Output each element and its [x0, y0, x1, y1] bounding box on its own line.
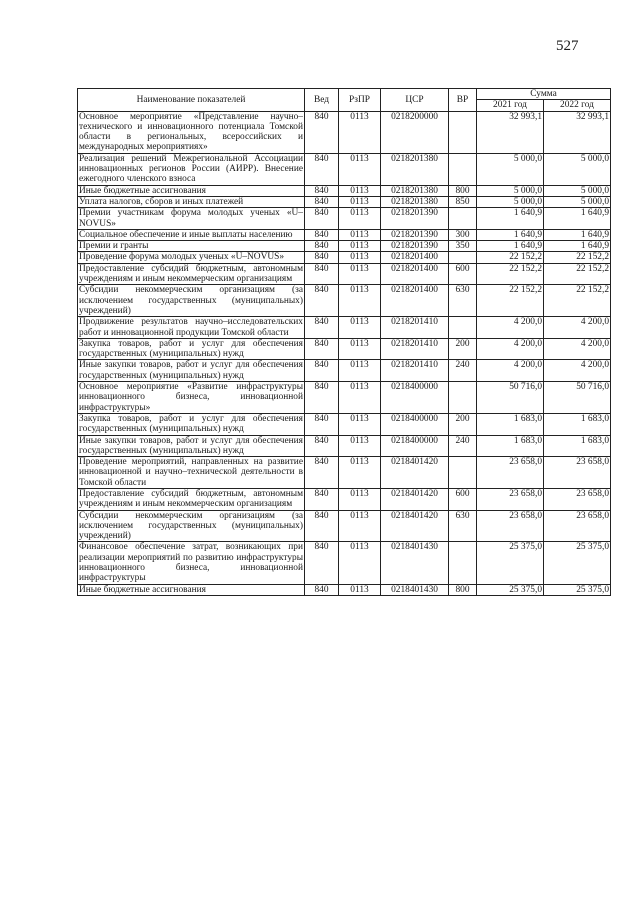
table-row [78, 457, 611, 489]
row-csr: 0218401420 [381, 510, 449, 542]
table-row [78, 263, 611, 285]
row-vr [449, 111, 477, 153]
header-vr: ВР [449, 89, 477, 112]
row-sum-2022: 1 640,9 [544, 208, 611, 230]
row-rzpr: 0113 [339, 584, 381, 595]
header-ved: Вед [305, 89, 339, 112]
row-rzpr: 0113 [339, 229, 381, 240]
table-row [78, 153, 611, 185]
table-row [78, 360, 611, 382]
row-sum-2021: 25 375,0 [477, 584, 544, 595]
row-vr: 800 [449, 584, 477, 595]
row-vr: 630 [449, 510, 477, 542]
row-ved: 840 [305, 208, 339, 230]
row-csr: 0218201390 [381, 229, 449, 240]
row-rzpr: 0113 [339, 153, 381, 185]
row-ved: 840 [305, 542, 339, 584]
row-sum-2022: 4 200,0 [544, 360, 611, 382]
table-row [78, 338, 611, 360]
row-rzpr: 0113 [339, 413, 381, 435]
header-rzpr: РзПР [339, 89, 381, 112]
row-ved: 840 [305, 457, 339, 489]
row-vr [449, 252, 477, 263]
row-csr: 0218201400 [381, 263, 449, 285]
row-ved: 840 [305, 153, 339, 185]
row-rzpr: 0113 [339, 241, 381, 252]
table-row [78, 413, 611, 435]
row-csr: 0218201410 [381, 317, 449, 339]
row-ved: 840 [305, 111, 339, 153]
row-name: Социальное обеспечение и иные выплаты населению [78, 229, 305, 240]
header-sum: Сумма [477, 89, 611, 100]
row-vr: 200 [449, 413, 477, 435]
row-csr: 0218201380 [381, 185, 449, 196]
row-sum-2022: 1 640,9 [544, 229, 611, 240]
row-sum-2021: 50 716,0 [477, 382, 544, 414]
row-vr: 630 [449, 285, 477, 317]
row-csr: 0218401420 [381, 457, 449, 489]
row-rzpr: 0113 [339, 263, 381, 285]
row-name: Субсидии некоммерческим организациям (за исключением государственных (муниципальных) учреждений) [79, 285, 303, 316]
row-sum-2021: 32 993,1 [477, 111, 544, 153]
row-vr: 600 [449, 263, 477, 285]
row-csr: 0218201390 [381, 208, 449, 230]
row-name: Иные бюджетные ассигнования [78, 185, 305, 196]
row-csr: 0218201390 [381, 241, 449, 252]
row-ved: 840 [305, 229, 339, 240]
row-csr: 0218201380 [381, 153, 449, 185]
row-name: Продвижение результатов научно–исследовательских работ и инновационной продукции Томской области [79, 317, 303, 338]
row-vr: 240 [449, 360, 477, 382]
row-sum-2021: 1 640,9 [477, 241, 544, 252]
row-sum-2021: 23 658,0 [477, 488, 544, 510]
row-ved: 840 [305, 241, 339, 252]
row-sum-2022: 1 683,0 [544, 413, 611, 435]
row-name: Предоставление субсидий бюджетным, автономным учреждениям и иным некоммерческим организациям [79, 488, 303, 510]
row-csr: 0218400000 [381, 413, 449, 435]
row-rzpr: 0113 [339, 252, 381, 263]
row-sum-2021: 4 200,0 [477, 317, 544, 339]
row-name: Предоставление субсидий бюджетным, автономным учреждениям и иным некоммерческим организациям [79, 263, 303, 285]
table-body [78, 111, 611, 595]
row-ved: 840 [305, 317, 339, 339]
row-sum-2021: 5 000,0 [477, 185, 544, 196]
table-row [78, 185, 611, 196]
table-row [78, 241, 611, 252]
table-row [78, 196, 611, 207]
row-name: Реализация решений Межрегиональной Ассоциации инновационных регионов России (АИРР). Внесение ежегодного членского взноса [79, 153, 303, 185]
row-name: Основное мероприятие «Представление научно–технического и инновационного потенциала Томской области в региональных, всероссийских и международных мероприятиях» [79, 111, 303, 153]
row-sum-2021: 4 200,0 [477, 360, 544, 382]
row-sum-2021: 23 658,0 [477, 510, 544, 542]
row-sum-2022: 23 658,0 [544, 488, 611, 510]
row-rzpr: 0113 [339, 317, 381, 339]
row-vr [449, 153, 477, 185]
table-row [78, 285, 611, 317]
row-sum-2021: 4 200,0 [477, 338, 544, 360]
table-row [78, 229, 611, 240]
row-rzpr: 0113 [339, 457, 381, 489]
row-sum-2021: 23 658,0 [477, 457, 544, 489]
row-sum-2022: 22 152,2 [544, 285, 611, 317]
row-sum-2022: 5 000,0 [544, 196, 611, 207]
row-ved: 840 [305, 510, 339, 542]
row-vr [449, 382, 477, 414]
header-csr: ЦСР [381, 89, 449, 112]
row-name: Проведение мероприятий, направленных на развитие инновационной и научно–технической деятельности в Томской области [79, 457, 303, 488]
table-row [78, 382, 611, 414]
row-vr: 350 [449, 241, 477, 252]
row-ved: 840 [305, 263, 339, 285]
row-sum-2021: 1 640,9 [477, 208, 544, 230]
budget-table [77, 88, 611, 596]
table-row [78, 208, 611, 230]
row-csr: 0218201400 [381, 285, 449, 317]
row-sum-2021: 22 152,2 [477, 252, 544, 263]
row-name: Иные закупки товаров, работ и услуг для обеспечения государственных (муниципальных) нужд [79, 435, 303, 456]
row-ved: 840 [305, 488, 339, 510]
row-sum-2021: 22 152,2 [477, 263, 544, 285]
row-name: Закупка товаров, работ и услуг для обеспечения государственных (муниципальных) нужд [79, 413, 303, 435]
row-vr: 850 [449, 196, 477, 207]
row-name: Премии участникам форума молодых ученых «U–NOVUS» [79, 208, 303, 229]
row-csr: 0218401430 [381, 584, 449, 595]
row-ved: 840 [305, 382, 339, 414]
row-vr: 200 [449, 338, 477, 360]
row-sum-2022: 23 658,0 [544, 510, 611, 542]
header-year-2022: 2022 год [544, 100, 611, 111]
header-name: Наименование показателей [78, 89, 305, 112]
row-csr: 0218401420 [381, 488, 449, 510]
row-csr: 0218201380 [381, 196, 449, 207]
table-row [78, 584, 611, 595]
row-sum-2022: 4 200,0 [544, 317, 611, 339]
row-ved: 840 [305, 413, 339, 435]
row-csr: 0218201400 [381, 252, 449, 263]
row-name: Финансовое обеспечение затрат, возникающих при реализации мероприятий по развитию инфраструктуры инновационного бизнеса, инновационной инфраструктуры [79, 542, 303, 584]
row-csr: 0218400000 [381, 382, 449, 414]
row-sum-2022: 32 993,1 [544, 111, 611, 153]
row-vr [449, 317, 477, 339]
row-sum-2022: 1 640,9 [544, 241, 611, 252]
row-sum-2022: 50 716,0 [544, 382, 611, 414]
row-vr: 600 [449, 488, 477, 510]
row-sum-2021: 1 640,9 [477, 229, 544, 240]
row-rzpr: 0113 [339, 185, 381, 196]
table-row [78, 435, 611, 457]
row-vr [449, 457, 477, 489]
row-sum-2022: 22 152,2 [544, 263, 611, 285]
row-vr: 240 [449, 435, 477, 457]
row-ved: 840 [305, 435, 339, 457]
table-row [78, 317, 611, 339]
row-name: Уплата налогов, сборов и иных платежей [78, 196, 305, 207]
row-vr: 800 [449, 185, 477, 196]
page-number: 527 [556, 38, 579, 54]
row-vr [449, 208, 477, 230]
row-sum-2021: 1 683,0 [477, 413, 544, 435]
row-csr: 0218400000 [381, 435, 449, 457]
row-rzpr: 0113 [339, 196, 381, 207]
row-rzpr: 0113 [339, 510, 381, 542]
row-sum-2022: 23 658,0 [544, 457, 611, 489]
row-rzpr: 0113 [339, 111, 381, 153]
row-rzpr: 0113 [339, 542, 381, 584]
row-sum-2022: 4 200,0 [544, 338, 611, 360]
row-sum-2021: 5 000,0 [477, 196, 544, 207]
row-rzpr: 0113 [339, 338, 381, 360]
header-year-2021: 2021 год [477, 100, 544, 111]
row-name: Субсидии некоммерческим организациям (за исключением государственных (муниципальных) учреждений) [79, 510, 303, 542]
row-sum-2021: 5 000,0 [477, 153, 544, 185]
table-row [78, 488, 611, 510]
row-name: Закупка товаров, работ и услуг для обеспечения государственных (муниципальных) нужд [79, 338, 303, 360]
row-rzpr: 0113 [339, 360, 381, 382]
row-sum-2022: 22 152,2 [544, 252, 611, 263]
row-name: Иные бюджетные ассигнования [78, 584, 305, 595]
row-sum-2022: 25 375,0 [544, 542, 611, 584]
row-ved: 840 [305, 185, 339, 196]
row-ved: 840 [305, 196, 339, 207]
row-ved: 840 [305, 338, 339, 360]
row-name: Иные закупки товаров, работ и услуг для обеспечения государственных (муниципальных) нужд [79, 360, 303, 381]
row-csr: 0218201410 [381, 360, 449, 382]
table-row [78, 542, 611, 584]
row-rzpr: 0113 [339, 435, 381, 457]
row-csr: 0218401430 [381, 542, 449, 584]
row-sum-2022: 25 375,0 [544, 584, 611, 595]
row-sum-2021: 1 683,0 [477, 435, 544, 457]
row-vr: 300 [449, 229, 477, 240]
row-ved: 840 [305, 584, 339, 595]
table-row [78, 111, 611, 153]
row-rzpr: 0113 [339, 208, 381, 230]
row-rzpr: 0113 [339, 285, 381, 317]
row-sum-2022: 5 000,0 [544, 185, 611, 196]
row-name: Премии и гранты [78, 241, 305, 252]
row-sum-2022: 5 000,0 [544, 153, 611, 185]
row-csr: 0218201410 [381, 338, 449, 360]
row-rzpr: 0113 [339, 488, 381, 510]
row-rzpr: 0113 [339, 382, 381, 414]
row-name: Основное мероприятие «Развитие инфраструктуры инновационного бизнеса, инновационной инфраструктуры» [79, 382, 303, 413]
table-row [78, 252, 611, 263]
row-sum-2021: 25 375,0 [477, 542, 544, 584]
row-ved: 840 [305, 285, 339, 317]
row-sum-2022: 1 683,0 [544, 435, 611, 457]
row-name: Проведение форума молодых ученых «U–NOVUS» [78, 252, 305, 263]
row-csr: 0218200000 [381, 111, 449, 153]
row-sum-2021: 22 152,2 [477, 285, 544, 317]
table-row [78, 510, 611, 542]
row-vr [449, 542, 477, 584]
row-ved: 840 [305, 252, 339, 263]
row-ved: 840 [305, 360, 339, 382]
